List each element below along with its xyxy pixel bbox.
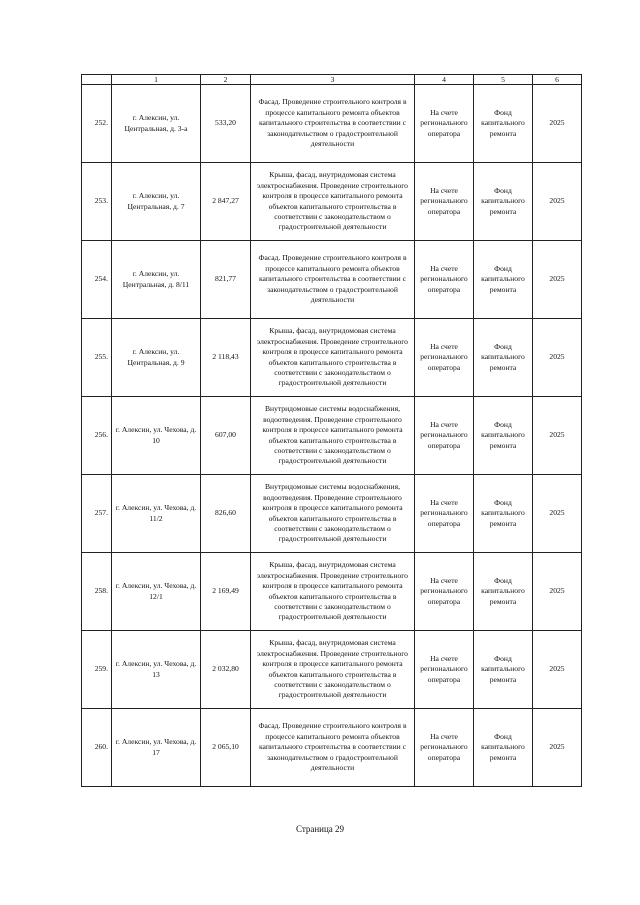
table-header-row: [82, 75, 582, 85]
table-row: [82, 709, 582, 787]
row-fund: Фонд капитального ремонта: [474, 163, 533, 241]
row-address: г. Алексин, ул. Центральная, д. 8/11: [112, 241, 201, 319]
row-works: Крыша, фасад, внутридомовая система электроснабжения. Проведение строительного контроля в процессе капитального ремонта объектов капитального строительства в соответствии с законодательством о градостроительной деятельности: [251, 553, 415, 631]
row-cost: 2 169,49: [201, 553, 251, 631]
row-address: г. Алексин, ул. Чехова, д. 13: [112, 631, 201, 709]
table-row: [82, 319, 582, 397]
row-number: 259.: [82, 631, 112, 709]
header-cell: 2: [201, 75, 251, 85]
table-row: [82, 163, 582, 241]
row-number: 257.: [82, 475, 112, 553]
row-address: г. Алексин, ул. Чехова, д. 17: [112, 709, 201, 787]
row-cost: 2 847,27: [201, 163, 251, 241]
row-number: 252.: [82, 85, 112, 163]
row-cost: 2 065,10: [201, 709, 251, 787]
table-row: [82, 631, 582, 709]
header-cell: 6: [533, 75, 582, 85]
header-cell-number: [82, 75, 112, 85]
row-year: 2025: [533, 163, 582, 241]
row-works: Крыша, фасад, внутридомовая система электроснабжения. Проведение строительного контроля в процессе капитального ремонта объектов капитального строительства в соответствии с законодательством о градостроительной деятельности: [251, 319, 415, 397]
row-works: Внутридомовые системы водоснабжения, водоотведения. Проведение строительного контроля в процессе капитального ремонта объектов капитального строительства в соответствии с законодательством о градостроительной деятельности: [251, 397, 415, 475]
row-cost: 533,20: [201, 85, 251, 163]
row-address: г. Алексин, ул. Чехова, д. 11/2: [112, 475, 201, 553]
header-cell: 3: [251, 75, 415, 85]
table-row: [82, 475, 582, 553]
table-row: [82, 397, 582, 475]
row-works: Фасад. Проведение строительного контроля в процессе капитального ремонта объектов капитального строительства в соответствии с законодательством о градостроительной деятельности: [251, 709, 415, 787]
row-account: На счете регионального оператора: [415, 241, 474, 319]
row-account: На счете регионального оператора: [415, 709, 474, 787]
row-number: 255.: [82, 319, 112, 397]
row-cost: 826,60: [201, 475, 251, 553]
row-year: 2025: [533, 241, 582, 319]
header-cell: 1: [112, 75, 201, 85]
row-year: 2025: [533, 475, 582, 553]
row-works: Фасад. Проведение строительного контроля в процессе капитального ремонта объектов капитального строительства в соответствии с законодательством о градостроительной деятельности: [251, 241, 415, 319]
row-number: 260.: [82, 709, 112, 787]
row-year: 2025: [533, 319, 582, 397]
row-fund: Фонд капитального ремонта: [474, 85, 533, 163]
row-account: На счете регионального оператора: [415, 397, 474, 475]
row-address: г. Алексин, ул. Центральная, д. 3-а: [112, 85, 201, 163]
row-account: На счете регионального оператора: [415, 85, 474, 163]
row-year: 2025: [533, 85, 582, 163]
works-table: [81, 74, 582, 787]
row-fund: Фонд капитального ремонта: [474, 397, 533, 475]
row-fund: Фонд капитального ремонта: [474, 475, 533, 553]
row-number: 256.: [82, 397, 112, 475]
row-number: 254.: [82, 241, 112, 319]
row-cost: 607,00: [201, 397, 251, 475]
row-number: 258.: [82, 553, 112, 631]
row-account: На счете регионального оператора: [415, 163, 474, 241]
row-works: Фасад. Проведение строительного контроля в процессе капитального ремонта объектов капитального строительства в соответствии с законодательством о градостроительной деятельности: [251, 85, 415, 163]
row-account: На счете регионального оператора: [415, 553, 474, 631]
row-fund: Фонд капитального ремонта: [474, 241, 533, 319]
row-address: г. Алексин, ул. Чехова, д. 12/1: [112, 553, 201, 631]
page-number: Страница 29: [295, 824, 345, 834]
table-row: [82, 553, 582, 631]
row-year: 2025: [533, 397, 582, 475]
header-cell: 5: [474, 75, 533, 85]
table-row: [82, 85, 582, 163]
row-fund: Фонд капитального ремонта: [474, 319, 533, 397]
row-address: г. Алексин, ул. Центральная, д. 7: [112, 163, 201, 241]
row-works: Крыша, фасад, внутридомовая система электроснабжения. Проведение строительного контроля в процессе капитального ремонта объектов капитального строительства в соответствии с законодательством о градостроительной деятельности: [251, 163, 415, 241]
row-address: г. Алексин, ул. Центральная, д. 9: [112, 319, 201, 397]
row-account: На счете регионального оператора: [415, 319, 474, 397]
row-fund: Фонд капитального ремонта: [474, 553, 533, 631]
row-cost: 821,77: [201, 241, 251, 319]
table-row: [82, 241, 582, 319]
row-works: Крыша, фасад, внутридомовая система электроснабжения. Проведение строительного контроля в процессе капитального ремонта объектов капитального строительства в соответствии с законодательством о градостроительной деятельности: [251, 631, 415, 709]
row-cost: 2 118,43: [201, 319, 251, 397]
row-fund: Фонд капитального ремонта: [474, 709, 533, 787]
row-fund: Фонд капитального ремонта: [474, 631, 533, 709]
row-cost: 2 032,80: [201, 631, 251, 709]
row-year: 2025: [533, 553, 582, 631]
row-year: 2025: [533, 631, 582, 709]
row-works: Внутридомовые системы водоснабжения, водоотведения. Проведение строительного контроля в процессе капитального ремонта объектов капитального строительства в соответствии с законодательством о градостроительной деятельности: [251, 475, 415, 553]
row-account: На счете регионального оператора: [415, 475, 474, 553]
row-year: 2025: [533, 709, 582, 787]
row-number: 253.: [82, 163, 112, 241]
header-cell: 4: [415, 75, 474, 85]
row-account: На счете регионального оператора: [415, 631, 474, 709]
row-address: г. Алексин, ул. Чехова, д. 10: [112, 397, 201, 475]
